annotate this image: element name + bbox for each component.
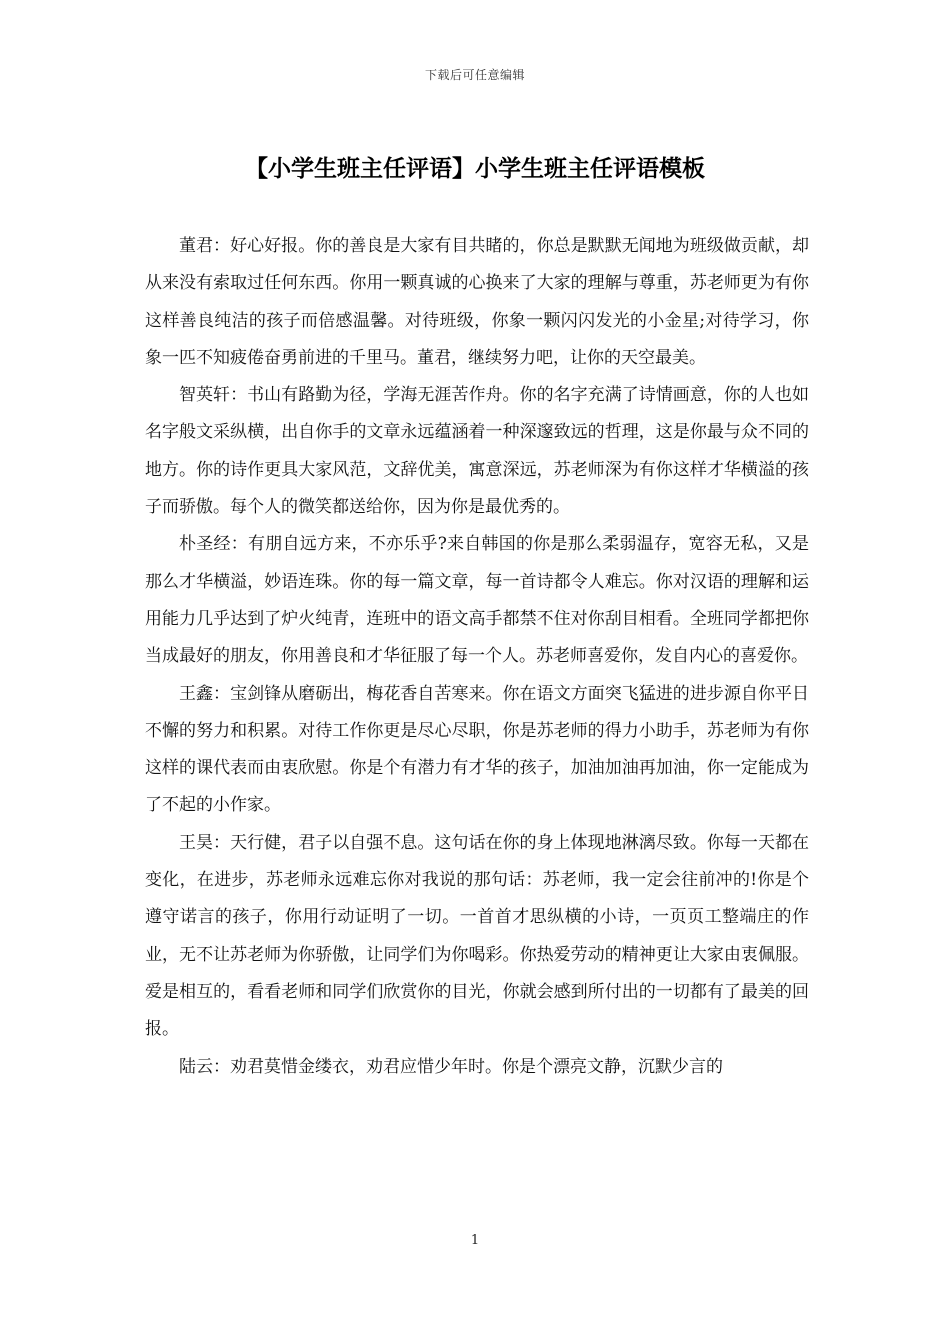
document-title: 【小学生班主任评语】小学生班主任评语模板 <box>245 155 705 182</box>
page-number: 1 <box>470 1233 480 1248</box>
paragraph-wanghao: 王昊：天行健，君子以自强不息。这句话在你的身上体现地淋漓尽致。你每一天都在变化，在进步，苏老师永远难忘你对我说的那句话：苏老师，我一定会往前冲的!你是个遵守诺言的孩子，你用行动证明了一切。一首首才思纵横的小诗，一页页工整端庄的作业，无不让苏老师为你骄傲，让同学们为你喝彩。你热爱劳动的精神更让大家由衷佩服。爱是相互的，看看老师和同学们欣赏你的目光，你就会感到所付出的一切都有了最美的回报。 <box>145 832 809 1040</box>
paragraph-wangxin: 王鑫：宝剑锋从磨砺出，梅花香自苦寒来。你在语文方面突飞猛进的进步源自你平日不懈的努力和积累。对待工作你更是尽心尽职，你是苏老师的得力小助手，苏老师为有你这样的课代表而由衷欣慰。你是个有潜力有才华的孩子，加油加油再加油，你一定能成为了不起的小作家。 <box>145 683 809 816</box>
header-note: 下载后可任意编辑 <box>424 68 525 82</box>
paragraph-luyun: 陆云：劝君莫惜金缕衣，劝君应惜少年时。你是个漂亮文静，沉默少言的 <box>179 1056 723 1077</box>
paragraph-dongjun: 董君：好心好报。你的善良是大家有目共睹的，你总是默默无闻地为班级做贡献，却从来没有索取过任何东西。你用一颗真诚的心换来了大家的理解与尊重，苏老师更为有你这样善良纯洁的孩子而倍感温馨。对待班级，你象一颗闪闪发光的小金星;对待学习，你象一匹不知疲倦奋勇前进的千里马。董君，继续努力吧，让你的天空最美。 <box>145 236 809 368</box>
paragraph-zhiyingxuan: 智英轩：书山有路勤为径，学海无涯苦作舟。你的名字充满了诗情画意，你的人也如名字般文采纵横，出自你手的文章永远蕴涵着一种深邃致远的哲理，这是你最与众不同的地方。你的诗作更具大家风范，文辞优美，寓意深远，苏老师深为有你这样才华横溢的孩子而骄傲。每个人的微笑都送给你，因为你是最优秀的。 <box>145 385 809 518</box>
document-body <box>145 228 809 1086</box>
paragraph-piaoshengjing: 朴圣经：有朋自远方来，不亦乐乎?来自韩国的你是那么柔弱温存，宽容无私，又是那么才华横溢，妙语连珠。你的每一篇文章，每一首诗都令人难忘。你对汉语的理解和运用能力几乎达到了炉火纯青，连班中的语文高手都禁不住对你刮目相看。全班同学都把你当成最好的朋友，你用善良和才华征服了每一个人。苏老师喜爱你，发自内心的喜爱你。 <box>145 534 809 667</box>
